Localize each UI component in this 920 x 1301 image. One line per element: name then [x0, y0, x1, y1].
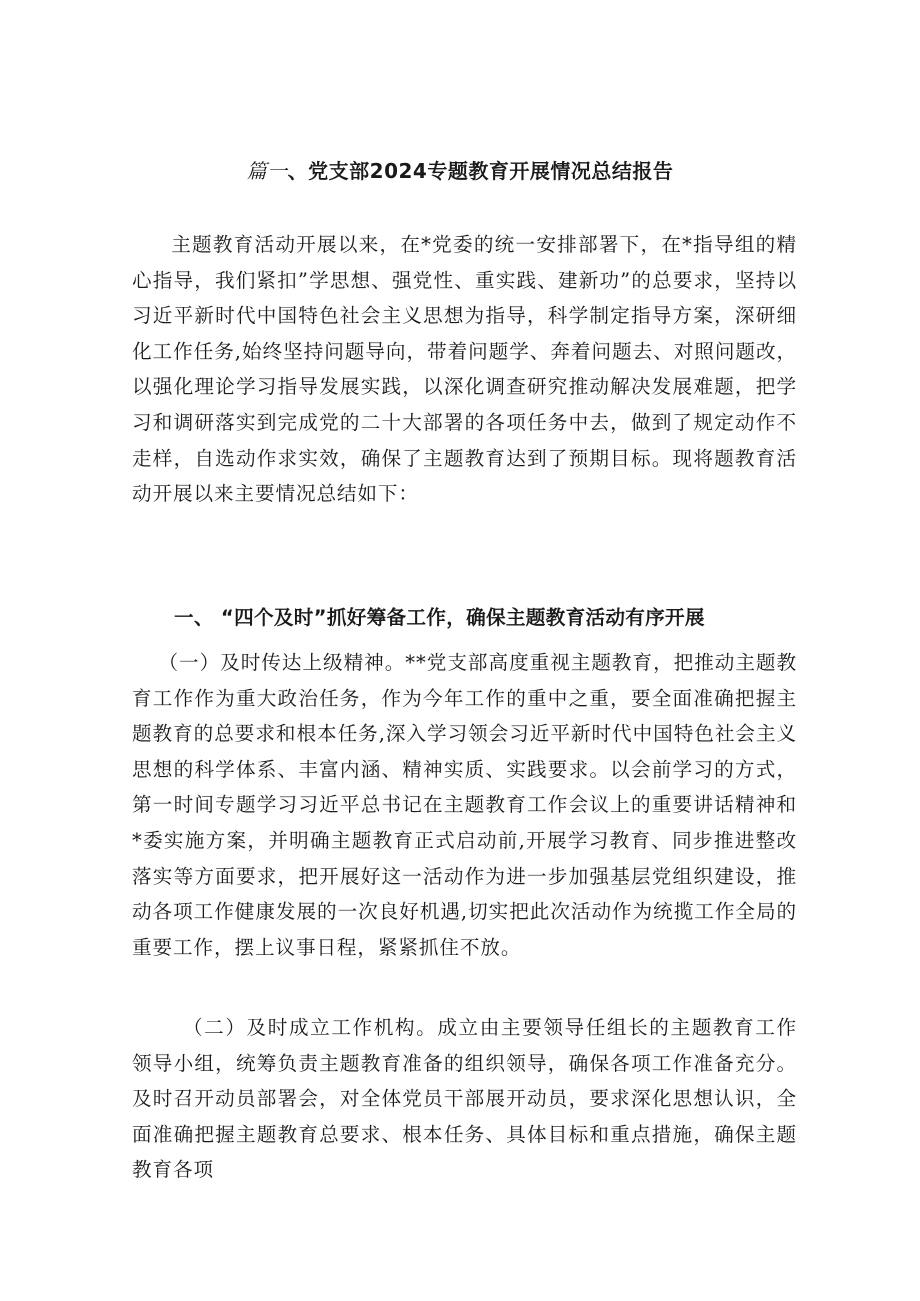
section-heading: 一、 “四个及时”抓好筹备工作，确保主题教育活动有序开展 — [174, 606, 705, 629]
document-title — [0, 156, 920, 186]
body-paragraph-1: （一）及时传达上级精神。**党支部高度重视主题教育，把推动主题教育工作作为重大政治任务，作为今年工作的重中之重，要全面准确把握主题教育的总要求和根本任务,深入学习领会习近平新时代中国特色社会主义思想的科学体系、丰富内涵、精神实质、实践要求。以会前学习的方式，第一时间专题学习习近平总书记在主题教育工作会议上的重要讲话精神和*委实施方案，并明确主题教育正式启动前,开展学习教育、同步推进整改落实等方面要求，把开展好这一活动作为进一步加强基层党组织建设，推动各项工作健康发展的一次良好机遇,切实把此次活动作为统揽工作全局的重要工作，摆上议事日程，紧紧抓住不放。 — [132, 651, 797, 959]
body-paragraph-2: （二）及时成立工作机构。成立由主要领导任组长的主题教育工作领导小组，统筹负责主题教育准备的组织领导，确保各项工作准备充分。及时召开动员部署会，对全体党员干部展开动员，要求深化思想认识，全面准确把握主题教育总要求、根本任务、具体目标和重点措施，确保主题教育各项 — [132, 1016, 797, 1182]
intro-paragraph: 主题教育活动开展以来，在*党委的统一安排部署下，在*指导组的精心指导，我们紧扣”学思想、强党性、重实践、建新功”的总要求，坚持以习近平新时代中国特色社会主义思想为指导，科学制定指导方案，深研细化工作任务,始终坚持问题导向，带着问题学、奔着问题去、对照问题改，以强化理论学习指导发展实践，以深化调查研究推动解决发展难题，把学习和调研落实到完成党的二十大部署的各项任务中去，做到了规定动作不走样，自选动作求实效，确保了主题教育达到了预期目标。现将题教育活动开展以来主要情况总结如下： — [132, 233, 797, 506]
title-text: 、党支部2024专题教育开展情况总结报告 — [287, 159, 674, 183]
title-lead: 篇一 — [246, 159, 288, 183]
